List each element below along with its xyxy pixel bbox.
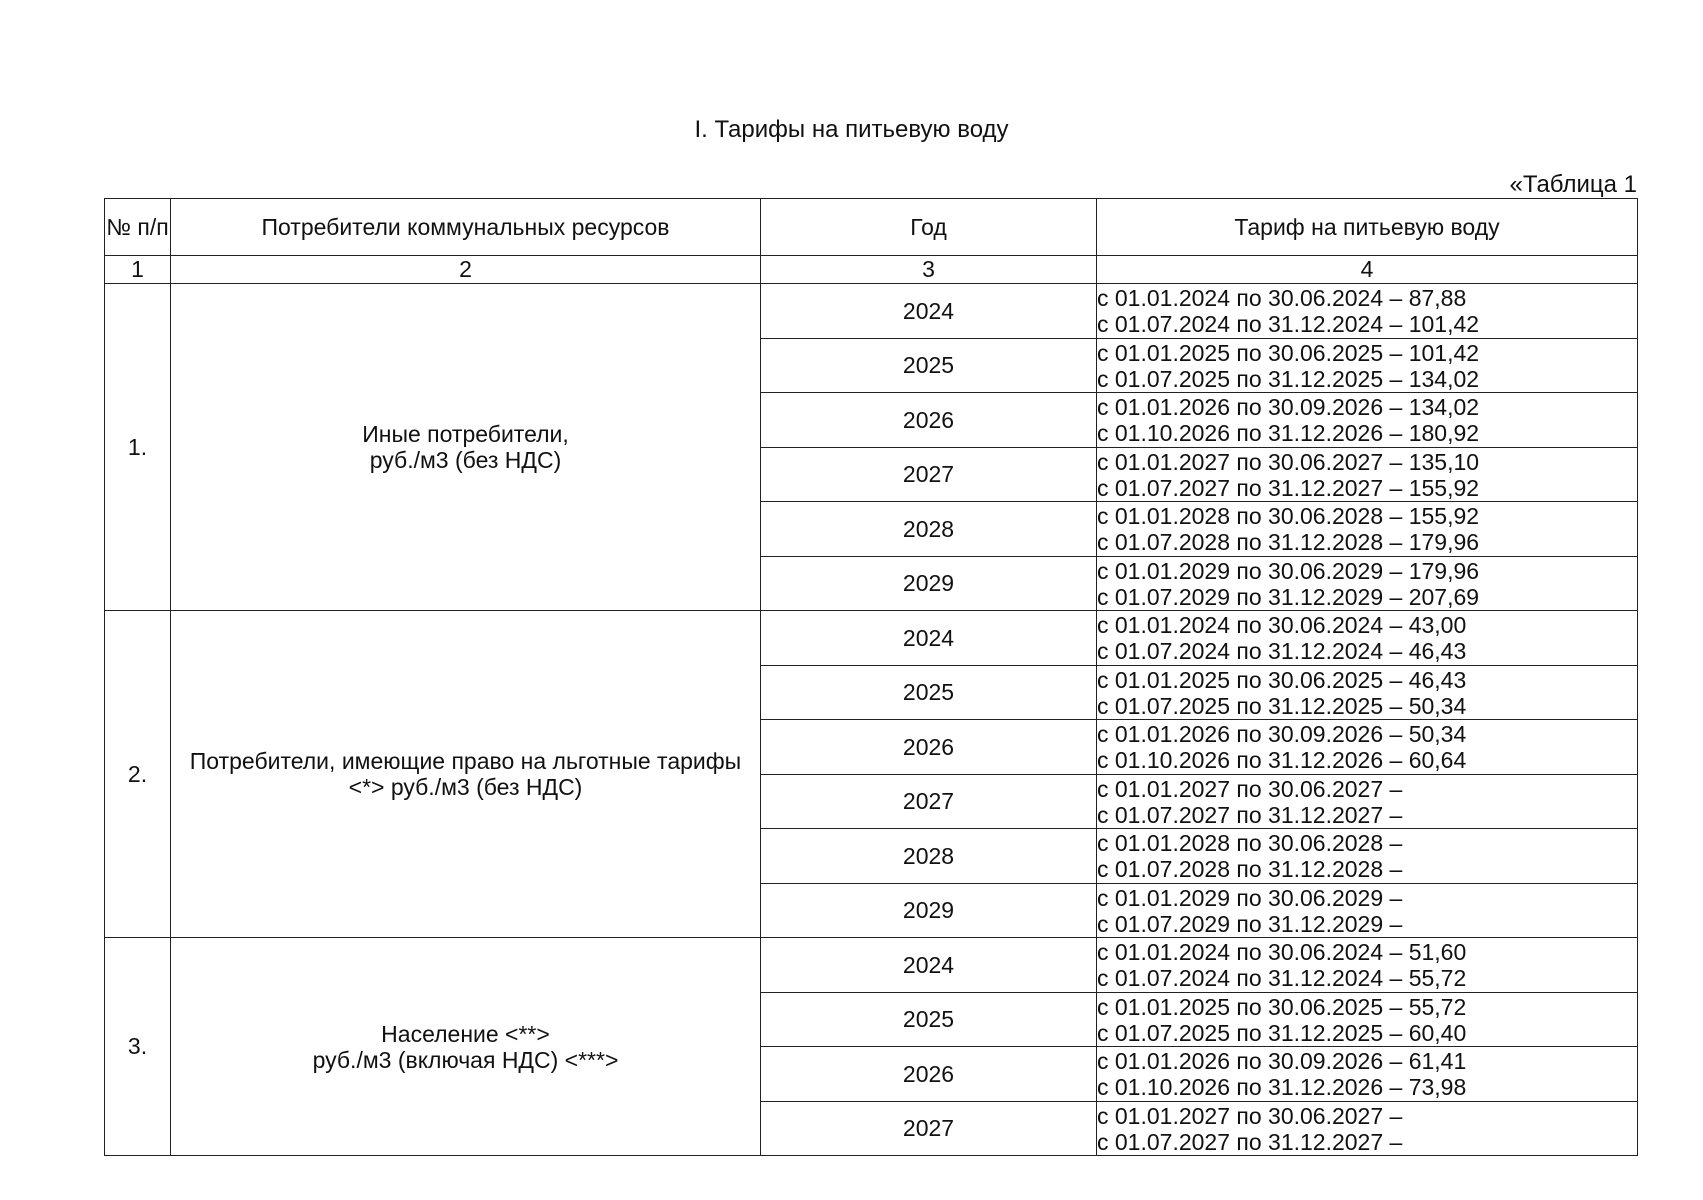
tariff-cell xyxy=(1097,557,1638,611)
year-cell: 2028 xyxy=(761,502,1097,557)
tariff-period-line: с 01.01.2024 по 30.06.2024 – 43,00 xyxy=(1097,612,1467,638)
column-number: 4 xyxy=(1097,256,1638,284)
tariff-period-line: с 01.07.2029 по 31.12.2029 – 207,69 xyxy=(1097,583,1480,610)
tariff-period-line: с 01.07.2028 по 31.12.2028 – xyxy=(1097,856,1403,882)
tariff-period-line: с 01.07.2024 по 31.12.2024 – 101,42 xyxy=(1097,311,1480,337)
year-cell: 2024 xyxy=(761,938,1097,993)
tariff-period-line: с 01.10.2026 по 31.12.2026 – 73,98 xyxy=(1097,1074,1467,1100)
header-consumers: Потребители коммунальных ресурсов xyxy=(171,199,761,256)
table-body xyxy=(105,284,1638,1156)
column-number-row xyxy=(105,256,1638,284)
tariff-cell xyxy=(1097,1102,1638,1156)
tariff-cell xyxy=(1097,448,1638,502)
tariff-cell xyxy=(1097,829,1638,884)
consumer-line: Потребители, имеющие право на льготные тарифы xyxy=(189,748,742,774)
consumer-line: руб./м3 (включая НДС) <***> xyxy=(312,1046,619,1073)
consumer-line: Иные потребители, xyxy=(362,421,569,447)
consumer-line: Население <**> xyxy=(381,1020,550,1047)
tariff-period-line: с 01.07.2028 по 31.12.2028 – 179,96 xyxy=(1097,529,1480,555)
tariff-period-line: с 01.01.2026 по 30.09.2026 – 61,41 xyxy=(1097,1048,1467,1074)
year-cell: 2025 xyxy=(761,339,1097,393)
tariff-period-line: с 01.01.2027 по 30.06.2027 – xyxy=(1097,775,1403,802)
tariff-period-line: с 01.07.2025 по 31.12.2025 – 60,40 xyxy=(1097,1019,1467,1046)
tariff-period-line: с 01.01.2029 по 30.06.2029 – 179,96 xyxy=(1097,557,1480,584)
year-cell: 2025 xyxy=(761,993,1097,1047)
tariff-period-line: с 01.01.2024 по 30.06.2024 – 51,60 xyxy=(1097,939,1467,965)
year-cell: 2027 xyxy=(761,775,1097,829)
consumer-line: <*> руб./м3 (без НДС) xyxy=(348,774,583,800)
consumer-category xyxy=(171,611,761,938)
tariff-period-line: с 01.07.2027 по 31.12.2027 – xyxy=(1097,1128,1403,1155)
tariff-period-line: с 01.01.2026 по 30.09.2026 – 134,02 xyxy=(1097,394,1480,420)
year-cell: 2029 xyxy=(761,884,1097,938)
table-row xyxy=(105,284,1638,339)
year-cell: 2026 xyxy=(761,720,1097,775)
tariff-period-line: с 01.07.2025 по 31.12.2025 – 50,34 xyxy=(1097,692,1467,719)
year-cell: 2026 xyxy=(761,1047,1097,1102)
tariff-cell xyxy=(1097,611,1638,666)
tariff-period-line: с 01.07.2025 по 31.12.2025 – 134,02 xyxy=(1097,365,1480,392)
tariff-period-line: с 01.01.2028 по 30.06.2028 – xyxy=(1097,830,1403,856)
year-cell: 2028 xyxy=(761,829,1097,884)
tariff-cell xyxy=(1097,993,1638,1047)
year-cell: 2027 xyxy=(761,448,1097,502)
tariff-period-line: с 01.10.2026 по 31.12.2026 – 60,64 xyxy=(1097,747,1467,773)
consumer-category xyxy=(171,284,761,611)
group-number: 2. xyxy=(105,611,171,938)
header-row xyxy=(105,199,1638,256)
tariff-period-line: с 01.01.2025 по 30.06.2025 – 46,43 xyxy=(1097,666,1467,693)
year-cell: 2024 xyxy=(761,284,1097,339)
column-number: 3 xyxy=(761,256,1097,284)
column-number: 2 xyxy=(171,256,761,284)
header-num-text: № п/п xyxy=(106,213,169,240)
table-row xyxy=(105,938,1638,993)
tariff-cell xyxy=(1097,1047,1638,1102)
tariff-period-line: с 01.10.2026 по 31.12.2026 – 180,92 xyxy=(1097,420,1480,446)
year-cell: 2024 xyxy=(761,611,1097,666)
year-cell: 2027 xyxy=(761,1102,1097,1156)
table-row xyxy=(105,611,1638,666)
tariff-cell xyxy=(1097,884,1638,938)
header-year: Год xyxy=(761,199,1097,256)
tariff-table xyxy=(104,198,1638,1156)
tariff-period-line: с 01.07.2024 по 31.12.2024 – 46,43 xyxy=(1097,638,1467,664)
tariff-period-line: с 01.07.2029 по 31.12.2029 – xyxy=(1097,910,1403,937)
tariff-period-line: с 01.01.2027 по 30.06.2027 – 135,10 xyxy=(1097,448,1480,475)
tariff-cell xyxy=(1097,666,1638,720)
year-cell: 2026 xyxy=(761,393,1097,448)
tariff-period-line: с 01.07.2024 по 31.12.2024 – 55,72 xyxy=(1097,965,1467,991)
tariff-cell xyxy=(1097,720,1638,775)
table-caption: «Таблица 1 xyxy=(1509,171,1637,198)
tariff-cell xyxy=(1097,502,1638,557)
group-number: 3. xyxy=(105,938,171,1156)
header-tariff: Тариф на питьевую воду xyxy=(1097,199,1638,256)
tariff-period-line: с 01.01.2025 по 30.06.2025 – 101,42 xyxy=(1097,339,1480,366)
tariff-period-line: с 01.01.2024 по 30.06.2024 – 87,88 xyxy=(1097,285,1467,311)
tariff-cell xyxy=(1097,938,1638,993)
tariff-cell xyxy=(1097,339,1638,393)
tariff-cell xyxy=(1097,775,1638,829)
tariff-period-line: с 01.01.2025 по 30.06.2025 – 55,72 xyxy=(1097,993,1467,1020)
tariff-cell xyxy=(1097,393,1638,448)
tariff-period-line: с 01.01.2028 по 30.06.2028 – 155,92 xyxy=(1097,503,1480,529)
tariff-period-line: с 01.01.2029 по 30.06.2029 – xyxy=(1097,884,1403,911)
tariff-period-line: с 01.07.2027 по 31.12.2027 – xyxy=(1097,801,1403,828)
header-num xyxy=(105,199,171,256)
tariff-cell xyxy=(1097,284,1638,339)
group-number: 1. xyxy=(105,284,171,611)
column-number: 1 xyxy=(105,256,171,284)
tariff-period-line: с 01.01.2026 по 30.09.2026 – 50,34 xyxy=(1097,721,1467,747)
tariff-period-line: с 01.07.2027 по 31.12.2027 – 155,92 xyxy=(1097,474,1480,501)
year-cell: 2029 xyxy=(761,557,1097,611)
year-cell: 2025 xyxy=(761,666,1097,720)
tariff-period-line: с 01.01.2027 по 30.06.2027 – xyxy=(1097,1102,1403,1129)
document-title: I. Тарифы на питьевую воду xyxy=(694,116,1009,143)
consumer-line: руб./м3 (без НДС) xyxy=(369,447,562,473)
consumer-category xyxy=(171,938,761,1156)
